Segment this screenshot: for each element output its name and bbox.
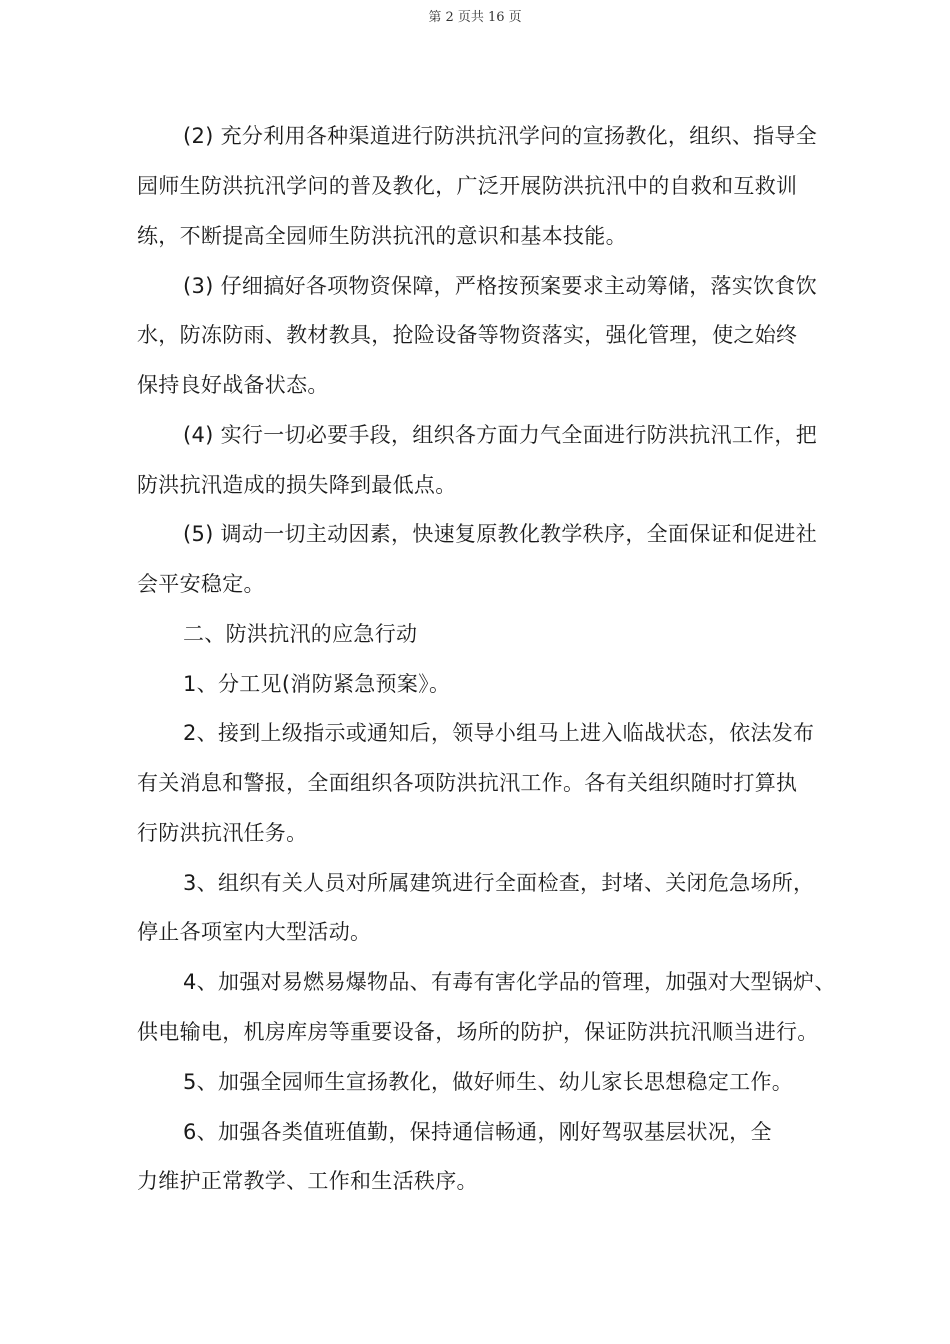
paragraph-2-line-2: 园师生防洪抗汛学问的普及教化，广泛开展防洪抗汛中的自救和互救训 <box>137 174 798 198</box>
paragraph-4-line-1: (4) 实行一切必要手段，组织各方面力气全面进行防洪抗汛工作，把 <box>183 423 818 447</box>
paragraph-4-line-2: 防洪抗汛造成的损失降到最低点。 <box>137 473 457 497</box>
section-heading: 二、防洪抗汛的应急行动 <box>183 622 418 646</box>
paragraph-5-line-1: (5) 调动一切主动因素，快速复原教化教学秩序，全面保证和促进社 <box>183 522 818 546</box>
item-3-line-1: 3、组织有关人员对所属建筑进行全面检查，封堵、关闭危急场所， <box>183 871 815 895</box>
page-number-header: 第 2 页共 16 页 <box>428 10 522 25</box>
paragraph-3-line-1: (3) 仔细搞好各项物资保障，严格按预案要求主动筹储，落实饮食饮 <box>183 274 818 298</box>
item-1-line-1: 1、分工见(消防紧急预案》。 <box>183 672 451 696</box>
item-2-line-1: 2、接到上级指示或通知后，领导小组马上进入临战状态，依法发布 <box>183 721 815 745</box>
paragraph-2-line-1: (2) 充分利用各种渠道进行防洪抗汛学问的宣扬教化，组织、指导全 <box>183 124 818 148</box>
item-4-line-1: 4、加强对易燃易爆物品、有毒有害化学品的管理，加强对大型锅炉、 <box>183 970 836 994</box>
paragraph-5-line-2: 会平安稳定。 <box>137 572 265 596</box>
paragraph-3-line-3: 保持良好战备状态。 <box>137 373 329 397</box>
item-3-line-2: 停止各项室内大型活动。 <box>137 920 372 944</box>
item-6-line-2: 力维护正常教学、工作和生活秩序。 <box>137 1169 478 1193</box>
item-2-line-2: 有关消息和警报，全面组织各项防洪抗汛工作。各有关组织随时打算执 <box>137 771 798 795</box>
item-5-line-1: 5、加强全园师生宣扬教化，做好师生、幼儿家长思想稳定工作。 <box>183 1070 794 1094</box>
item-6-line-1: 6、加强各类值班值勤，保持通信畅通，刚好驾驭基层状况，全 <box>183 1120 772 1144</box>
item-2-line-3: 行防洪抗汛任务。 <box>137 821 308 845</box>
paragraph-2-line-3: 练，不断提高全园师生防洪抗汛的意识和基本技能。 <box>137 224 627 248</box>
item-4-line-2: 供电输电，机房库房等重要设备，场所的防护，保证防洪抗汛顺当进行。 <box>137 1020 819 1044</box>
paragraph-3-line-2: 水，防冻防雨、教材教具，抢险设备等物资落实，强化管理，使之始终 <box>137 323 798 347</box>
